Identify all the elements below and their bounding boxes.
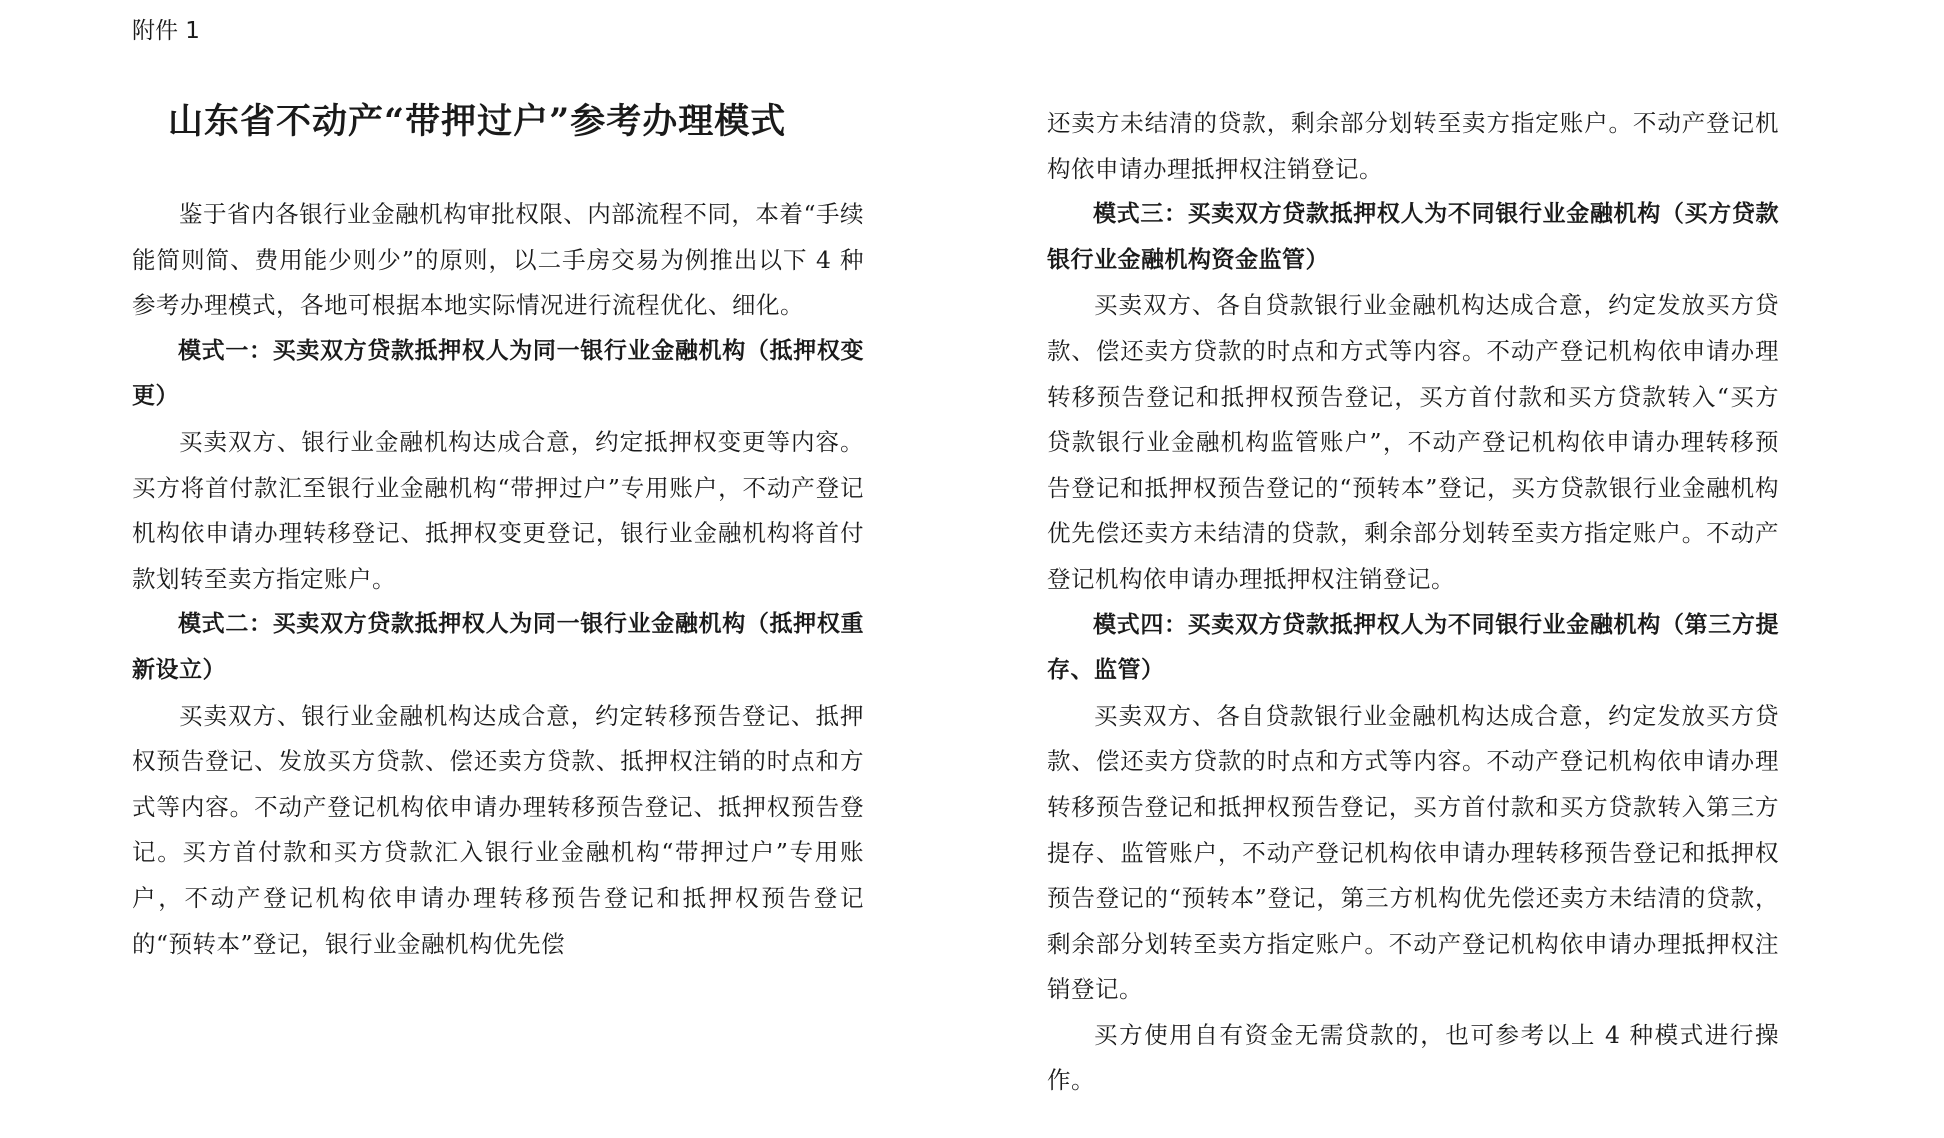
attachment-label: 附件 1: [132, 18, 200, 44]
mode-four-heading: 模式四：买卖双方贷款抵押权人为不同银行业金融机构（第三方提存、监管）: [1047, 611, 1779, 684]
mode-three-body: 买卖双方、各自贷款银行业金融机构达成合意，约定发放买方贷款、偿还卖方贷款的时点和方式等内容。不动产登记机构依申请办理转移预告登记和抵押权预告登记，买方首付款和买方贷款转入“买方贷款银行业金融机构监管账户”，不动产登记机构依申请办理转移预告登记和抵押权预告登记的“预转本”登记，买方贷款银行业金融机构优先偿还卖方未结清的贷款，剩余部分划转至卖方指定账户。不动产登记机构依申请办理抵押权注销登记。: [1047, 291, 1779, 593]
intro-paragraph: 鉴于省内各银行业金融机构审批权限、内部流程不同，本着“手续能简则简、费用能少则少”的原则，以二手房交易为例推出以下 4 种参考办理模式，各地可根据本地实际情况进行流程优化、细化。: [132, 200, 864, 320]
left-column: [132, 192, 864, 967]
mode-two-heading: 模式二：买卖双方贷款抵押权人为同一银行业金融机构（抵押权重新设立）: [132, 611, 864, 683]
mode-two-body-continued: 还卖方未结清的贷款，剩余部分划转至卖方指定账户。不动产登记机构依申请办理抵押权注销登记。: [1047, 109, 1779, 183]
mode-two-body: 买卖双方、银行业金融机构达成合意，约定转移预告登记、抵押权预告登记、发放买方贷款、偿还卖方贷款、抵押权注销的时点和方式等内容。不动产登记机构依申请办理转移预告登记、抵押权预告登记。买方首付款和买方贷款汇入银行业金融机构“带押过户”专用账户，不动产登记机构依申请办理转移预告登记和抵押权预告登记的“预转本”登记，银行业金融机构优先偿: [132, 701, 864, 958]
document-title: 山东省不动产“带押过户”参考办理模式: [168, 101, 787, 142]
mode-four-body: 买卖双方、各自贷款银行业金融机构达成合意，约定发放买方贷款、偿还卖方贷款的时点和方式等内容。不动产登记机构依申请办理转移预告登记和抵押权预告登记，买方首付款和买方贷款转入第三方提存、监管账户，不动产登记机构依申请办理转移预告登记和抵押权预告登记的“预转本”登记，第三方机构优先偿还卖方未结清的贷款，剩余部分划转至卖方指定账户。不动产登记机构依申请办理抵押权注销登记。: [1047, 701, 1779, 1004]
closing-paragraph: 买方使用自有资金无需贷款的，也可参考以上 4 种模式进行操作。: [1047, 1020, 1779, 1095]
mode-one-heading: 模式一：买卖双方贷款抵押权人为同一银行业金融机构（抵押权变更）: [132, 337, 864, 410]
right-column: [1047, 101, 1779, 1104]
mode-one-body: 买卖双方、银行业金融机构达成合意，约定抵押权变更等内容。买方将首付款汇至银行业金融机构“带押过户”专用账户，不动产登记机构依申请办理转移登记、抵押权变更登记，银行业金融机构将首付款划转至卖方指定账户。: [132, 427, 864, 593]
mode-three-heading: 模式三：买卖双方贷款抵押权人为不同银行业金融机构（买方贷款银行业金融机构资金监管）: [1047, 201, 1779, 273]
